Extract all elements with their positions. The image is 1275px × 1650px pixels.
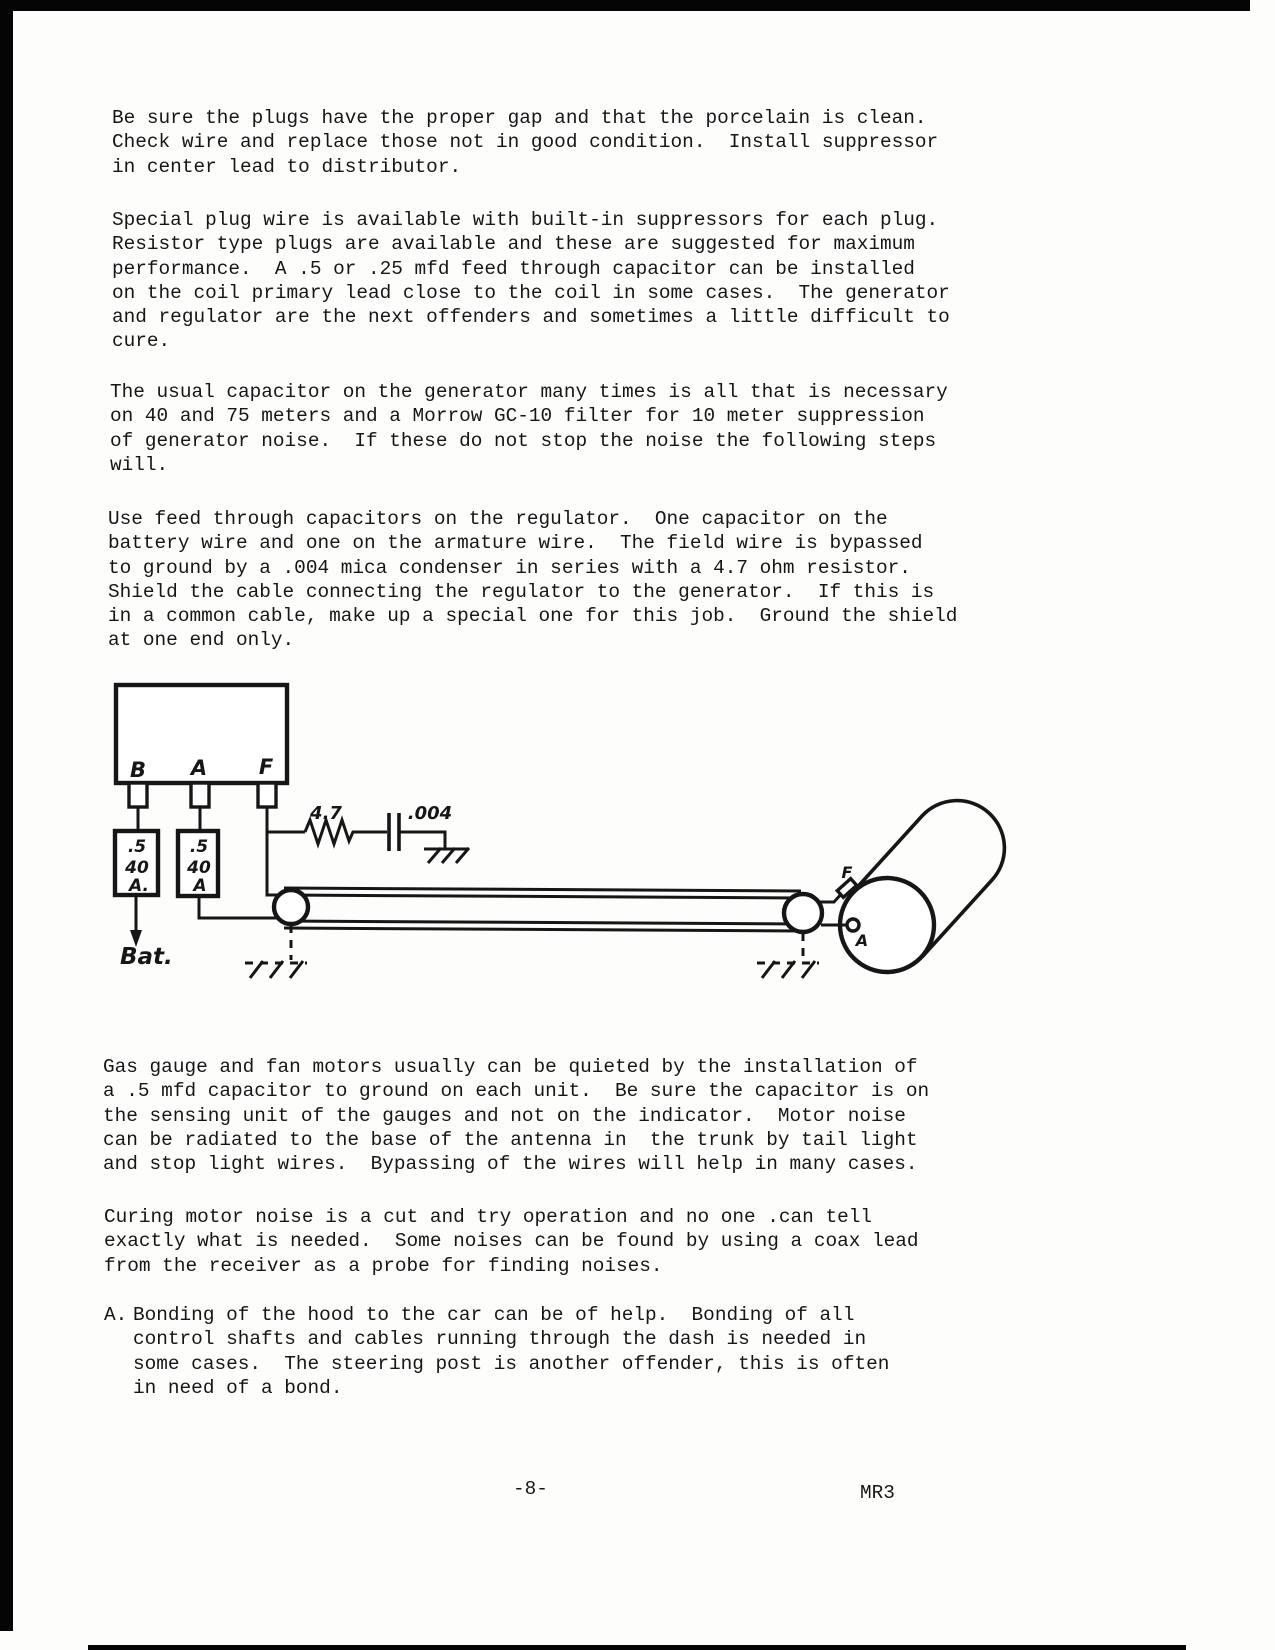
capacitor-value-label: .004 (407, 803, 453, 824)
list-item-a-marker (104, 1303, 127, 1327)
shielded-cable (284, 888, 801, 931)
wire-armature-to-cable (199, 896, 280, 918)
paragraph-5 (103, 1055, 929, 1176)
text-line: The usual capacitor on the generator many times is all that is necessary (110, 381, 948, 403)
bypass-capacitor-a-current: 40 (187, 858, 211, 878)
paragraph-4 (108, 507, 957, 653)
text-line: Use feed through capacitors on the regulator. One capacitor on the (108, 508, 888, 530)
text-line: the sensing unit of the gauges and not on the indicator. Motor noise (103, 1104, 906, 1127)
ground-symbol-shield-left (245, 961, 307, 978)
text-line: Bonding of the hood to the car can be of help. Bonding of all (133, 1304, 855, 1326)
terminal-stub-f (258, 783, 276, 807)
text-line: can be radiated to the base of the antenna in the trunk by tail light (103, 1128, 918, 1151)
text-line: some cases. The steering post is another offender, this is often (133, 1352, 890, 1375)
regulator-terminal-b-label: B (129, 758, 147, 782)
generator-a-terminal (847, 919, 859, 931)
text-line: exactly what is needed. Some noises can be found by using a coax lead (104, 1230, 919, 1253)
paragraph-2 (112, 208, 950, 354)
wire-f (267, 807, 285, 895)
bypass-capacitor-b-value: .5 (127, 837, 147, 857)
paragraph-6 (104, 1205, 919, 1278)
regulator-terminal-f-label: F (258, 755, 274, 779)
shield-end-right (784, 894, 822, 932)
text-line: in center lead to distributor. (112, 155, 462, 178)
text-line: from the receiver as a probe for finding noises. (104, 1254, 663, 1277)
terminal-stub-b (129, 783, 147, 807)
bypass-capacitor-a-unit: A (193, 876, 207, 896)
text-line: Be sure the plugs have the proper gap and that the porcelain is clean. (112, 107, 927, 129)
scan-edge-top (0, 0, 1250, 11)
text-line: on the coil primary lead close to the coil in some cases. The generator (112, 281, 950, 304)
text-line: in a common cable, make up a special one for this job. Ground the shield (108, 605, 958, 628)
resistor-value-label: 4.7 (310, 803, 342, 824)
text-line: battery wire and one on the armature wire. The field wire is bypassed (108, 532, 923, 555)
text-line: Special plug wire is available with built-in suppressors for each plug. (112, 209, 939, 231)
ground-symbol-field (424, 848, 469, 863)
scan-edge-bottom (88, 1645, 1186, 1650)
text-line: Curing motor noise is a cut and try operation and no one .can tell (104, 1206, 872, 1228)
shield-end-left (274, 890, 308, 924)
scan-edge-left (0, 0, 13, 1631)
text-line: cure. (112, 330, 171, 353)
regulator-terminal-a-label: A (190, 756, 208, 780)
text-line: at one end only. (108, 629, 295, 652)
page-number: -8- (513, 1478, 548, 1500)
generator-terminal-a-label: A (855, 931, 869, 950)
generator-terminal-f-label: F (841, 863, 853, 882)
text-line: on 40 and 75 meters and a Morrow GC-10 filter for 10 meter suppression (110, 405, 925, 428)
text-line: control shafts and cables running through the dash is needed in (133, 1328, 867, 1351)
text-line: a .5 mfd capacitor to ground on each unit. Be sure the capacitor is on (103, 1080, 930, 1103)
wire-capacitor-to-ground (399, 832, 445, 849)
text-line: to ground by a .004 mica condenser in series with a 4.7 ohm resistor. (108, 556, 911, 579)
text-line: will. (110, 453, 169, 476)
text-line: and regulator are the next offenders and sometimes a little difficult to (112, 306, 950, 329)
text-line: of generator noise. If these do not stop the noise the following steps (110, 429, 937, 452)
text-line: and stop light wires. Bypassing of the wires will help in many cases. (103, 1153, 918, 1176)
text-line: Resistor type plugs are available and these are suggested for maximum (112, 233, 915, 256)
list-marker: A. (104, 1304, 128, 1326)
text-line: Shield the cable connecting the regulator to the generator. If this is (108, 580, 935, 603)
battery-label: Bat. (120, 944, 173, 970)
bypass-capacitor-b-current: 40 (125, 858, 149, 878)
paragraph-3 (110, 380, 948, 477)
ground-symbol-shield-right (757, 961, 819, 978)
terminal-stub-a (191, 783, 209, 807)
paragraph-1 (112, 106, 938, 179)
text-line: Check wire and replace those not in good condition. Install suppressor (112, 131, 939, 154)
text-line: in need of a bond. (133, 1376, 343, 1399)
bypass-capacitor-b-unit: A. (129, 876, 149, 896)
text-line: Gas gauge and fan motors usually can be quieted by the installation of (103, 1056, 918, 1078)
list-item-a (133, 1303, 889, 1400)
text-line: performance. A .5 or .25 mfd feed through capacitor can be installed (112, 257, 915, 280)
bypass-capacitor-a-value: .5 (189, 837, 209, 857)
doc-reference: MR3 (860, 1482, 895, 1504)
